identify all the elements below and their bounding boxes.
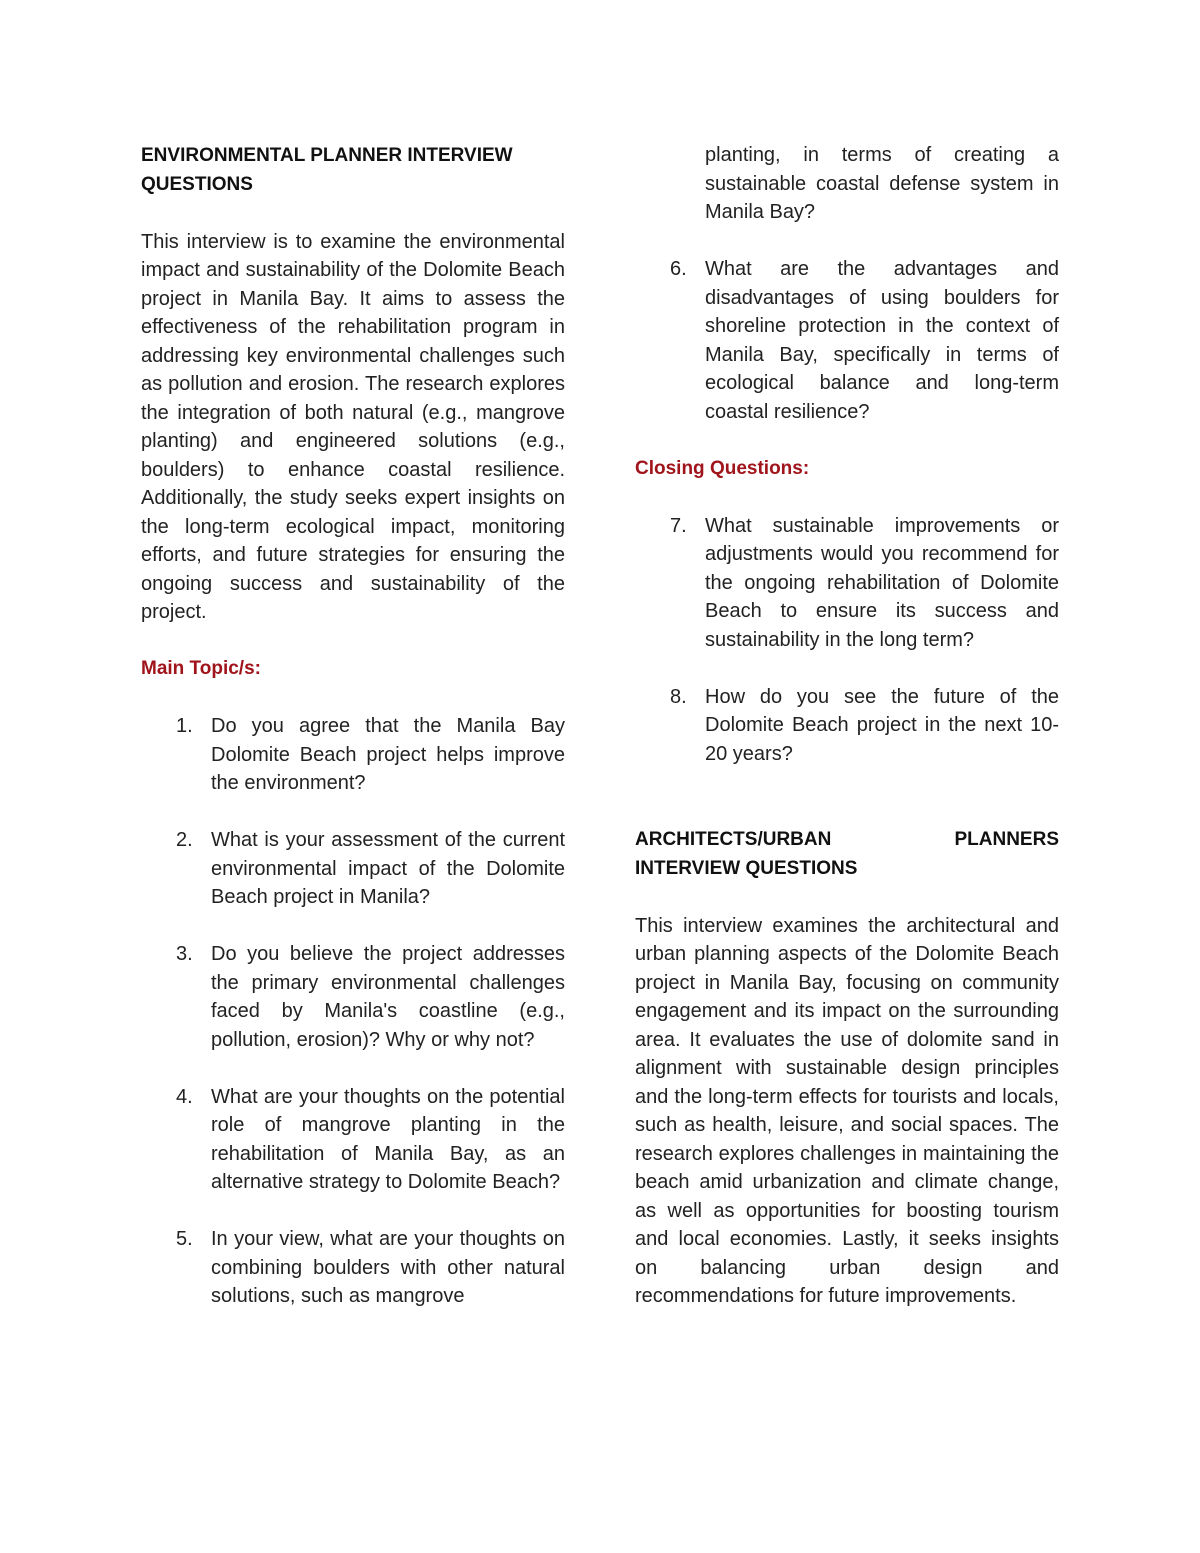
question-number: 7. <box>670 514 687 537</box>
question-item <box>141 1083 565 1197</box>
env-planner-title: ENVIRONMENTAL PLANNER INTERVIEW QUESTIONS <box>141 145 513 195</box>
question-number: 6. <box>670 258 687 280</box>
question-number: 3. <box>176 943 193 965</box>
question-number: 5. <box>176 1228 193 1250</box>
question-text: How do you see the future of the Dolomite Beach project in the next 10-20 years? <box>705 685 1059 765</box>
main-topics-heading: Main Topic/s: <box>141 658 261 679</box>
question-item <box>635 512 1059 655</box>
architects-title-line2: INTERVIEW QUESTIONS <box>635 858 858 879</box>
architects-title-left: ARCHITECTS/URBAN <box>635 829 832 850</box>
question-text: In your view, what are your thoughts on combining boulders with other natural solutions, such as mangrove <box>211 1228 565 1307</box>
question-text: What are your thoughts on the potential role of mangrove planting in the rehabilitation of Manila Bay, as an alternative strategy to Dolomite Beach? <box>211 1085 565 1193</box>
question-item <box>635 683 1059 769</box>
question-item <box>141 1225 565 1311</box>
question-number: 1. <box>176 715 193 737</box>
question-text: Do you agree that the Manila Bay Dolomite Beach project helps improve the environment? <box>211 715 565 794</box>
question-text: What are the advantages and disadvantages of using boulders for shoreline protection in the context of Manila Bay, specifically in terms of ecological balance and long-term coastal resilience? <box>705 258 1059 423</box>
question-item <box>141 712 565 798</box>
question-item <box>141 940 565 1054</box>
closing-questions-heading: Closing Questions: <box>635 457 810 479</box>
question-5-continued: planting, in terms of creating a sustainable coastal defense system in Manila Bay? <box>705 144 1059 223</box>
question-text: What is your assessment of the current environmental impact of the Dolomite Beach project in Manila? <box>211 829 565 908</box>
architects-title <box>635 825 1059 854</box>
question-number: 4. <box>176 1085 193 1108</box>
right-column <box>635 141 1059 1311</box>
question-number: 8. <box>670 685 687 708</box>
question-number: 2. <box>176 829 193 851</box>
left-column <box>141 141 565 1311</box>
architects-title-right: PLANNERS <box>954 829 1059 850</box>
question-text: Do you believe the project addresses the primary environmental challenges faced by Manila's coastline (e.g., pollution, erosion)? Why or why not? <box>211 943 565 1051</box>
question-item <box>141 826 565 912</box>
env-intro-paragraph: This interview is to examine the environmental impact and sustainability of the Dolomite Beach project in Manila Bay. It aims to assess the effectiveness of the rehabilitation program in addressing key environmental challenges such as pollution and erosion. The research explores the integration of both natural (e.g., mangrove planting) and engineered solutions (e.g., boulders) to enhance coastal resilience. Additionally, the study seeks expert insights on the long-term ecological impact, monitoring efforts, and future strategies for ensuring the ongoing success and sustainability of the project. <box>141 230 565 623</box>
arch-intro-paragraph: This interview examines the architectural and urban planning aspects of the Dolomite Beach project in Manila Bay, focusing on community engagement and its impact on the surrounding area. It evaluates the use of dolomite sand in alignment with sustainable design principles and the long-term effects for tourists and locals, such as health, leisure, and social spaces. The research explores challenges in maintaining the beach amid urbanization and climate change, as well as opportunities for boosting tourism and local economies. Lastly, it seeks insights on balancing urban design and recommendations for future improvements. <box>635 914 1059 1307</box>
question-item <box>635 255 1059 426</box>
question-text: What sustainable improvements or adjustments would you recommend for the ongoing rehabilitation of Dolomite Beach to ensure its success and sustainability in the long term? <box>705 514 1059 651</box>
